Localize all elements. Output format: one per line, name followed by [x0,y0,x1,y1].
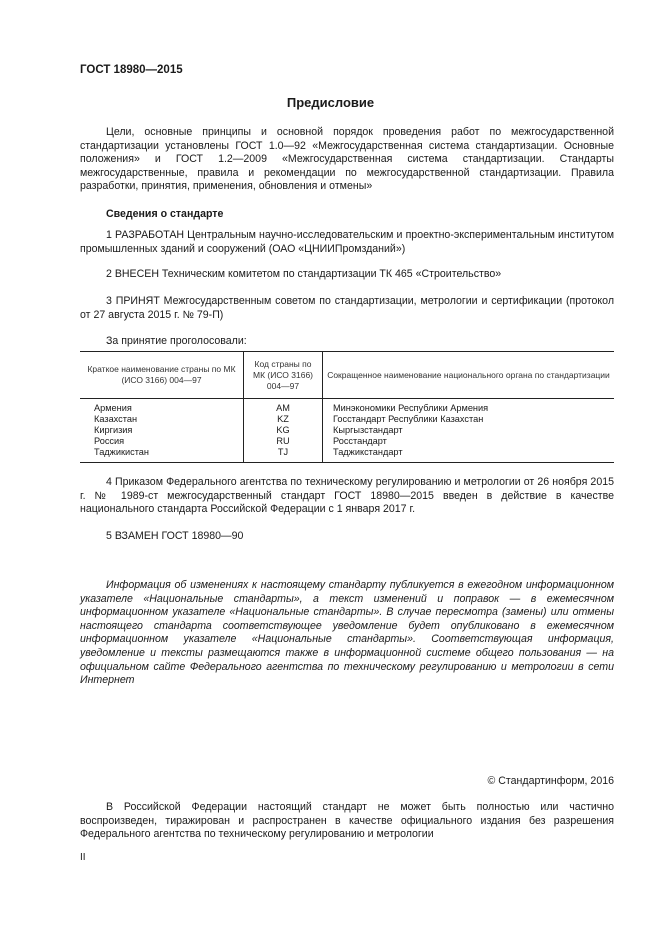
table-row [80,414,614,425]
item-introduced: 2 ВНЕСЕН Техническим комитетом по стандартизации ТК 465 «Строительство» [106,268,502,280]
legal-notice-paragraph: В Российской Федерации настоящий стандарт не может быть полностью или частично воспроизведен, тиражирован и распространен в качестве официального издания без разрешения Федерального агентства по техническому регулированию и метрологии [80,801,614,841]
cell-standards-body: Минэкономики Республики Армения [323,399,615,415]
cell-code: AM [244,399,323,415]
page-number: II [80,852,86,863]
cell-country: Армения [94,403,132,413]
header-code: Код страны по МК (ИСО 3166) 004—97 [244,352,323,399]
table-row [80,447,614,463]
document-code-header: ГОСТ 18980—2015 [80,64,183,76]
intro-paragraph: Цели, основные принципы и основной порядок проведения работ по межгосударственной стандартизации установлены ГОСТ 1.0—92 «Межгосударственная система стандартизации. Основные положения» и ГОСТ 1.2—2009 «Межгосударственная система стандартизации. Стандарты межгосударственные, правила и рекомендации по межгосударственной стандартизации. Правила разработки, принятия, применения, обновления и отмены» [80,126,614,193]
page-title: Предисловие [286,95,375,110]
standard-info-heading: Сведения о стандарте [106,208,224,220]
cell-country: Таджикистан [80,447,244,463]
changes-info-paragraph: Информация об изменениях к настоящему стандарту публикуется в ежегодном информационном указателе «Национальные стандарты», а текст изменений и поправок — в ежемесячном информационном указателе «Национальные стандарты». В случае пересмотра (замены) или отмены настоящего стандарта соответствующее уведомление будет опубликовано в ежемесячном информационном указателе «Национальные стандарты». Соответствующая информация, уведомление и тексты размещаются также в информационной системе общего пользования — на официальном сайте Федерального агентства по техническому регулированию и метрологии в сети Интернет [80,579,614,687]
vote-label: За принятие проголосовали: [106,335,247,347]
cell-standards-body: Таджикстандарт [323,447,615,463]
table-row [80,436,614,447]
item-developed: 1 РАЗРАБОТАН Центральным научно-исследовательским и проектно-экспериментальным институтом промышленных зданий и сооружений (ОАО «ЦНИИПромзданий») [80,229,614,255]
cell-standards-body: Кыргызстандарт [323,425,615,436]
cell-country: Россия [94,436,125,446]
cell-code: RU [244,436,323,447]
cell-code: TJ [244,447,323,463]
item-replaces: 5 ВЗАМЕН ГОСТ 18980—90 [106,530,244,542]
table-row [80,425,614,436]
header-country: Краткое наименование страны по МК (ИСО 3166) 004—97 [80,352,244,399]
cell-code: KZ [244,414,323,425]
item-order: 4 Приказом Федерального агентства по техническому регулированию и метрологии от 26 ноября 2015 г. № 1989-ст межгосударственный стандарт ГОСТ 18980—2015 введен в действие в качестве национального стандарта Российской Федерации с 1 января 2017 г. [80,476,614,516]
cell-country: Казахстан [94,414,138,424]
table-row [80,399,614,415]
table-header-row [80,352,614,399]
cell-country: Киргизия [94,425,133,435]
item-adopted: 3 ПРИНЯТ Межгосударственным советом по стандартизации, метрологии и сертификации (протокол от 27 августа 2015 г. № 79-П) [80,295,614,321]
member-states-table [80,351,614,463]
copyright-notice: © Стандартинформ, 2016 [487,775,614,787]
cell-standards-body: Росстандарт [323,436,615,447]
header-standards-body: Сокращенное наименование национального органа по стандартизации [323,352,615,399]
cell-code: KG [244,425,323,436]
cell-standards-body: Госстандарт Республики Казахстан [323,414,615,425]
